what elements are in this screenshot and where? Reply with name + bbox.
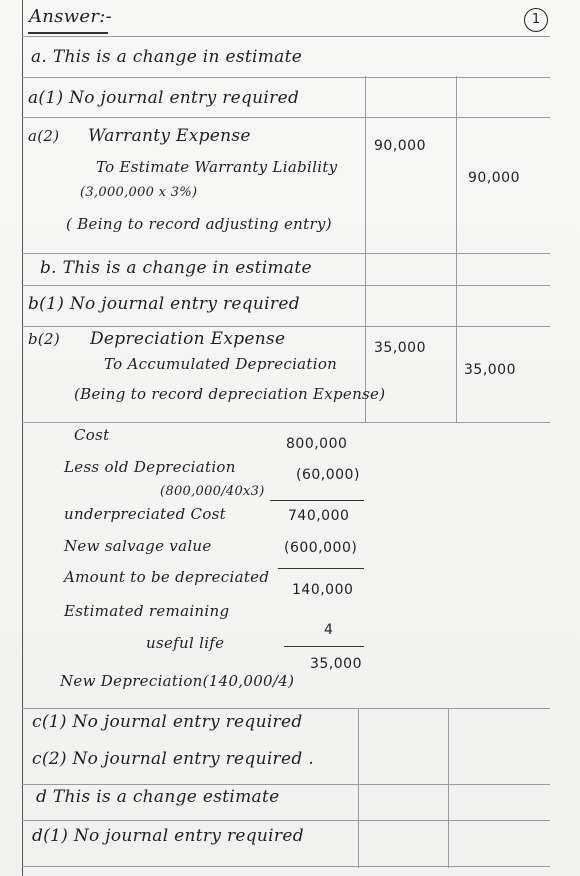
new-salvage-value: (600,000) xyxy=(284,540,358,556)
journal-column-divider xyxy=(456,76,457,422)
ruled-line xyxy=(22,820,550,821)
new-salvage-label: New salvage value xyxy=(64,537,212,555)
part-c1-line: c(1) No journal entry required xyxy=(32,712,303,732)
subtotal-rule xyxy=(270,500,364,501)
journal-column-divider xyxy=(358,708,359,868)
ruled-line xyxy=(22,422,550,423)
ruled-line xyxy=(22,708,550,709)
less-old-depreciation-sub: (800,000/40x3) xyxy=(160,484,265,499)
less-old-depreciation-label: Less old Depreciation xyxy=(64,458,236,476)
cost-label: Cost xyxy=(74,426,110,444)
warranty-narration: ( Being to record adjusting entry) xyxy=(66,215,332,233)
accumulated-depreciation-credit: To Accumulated Depreciation xyxy=(104,355,338,373)
depreciation-expense-debit: Depreciation Expense xyxy=(90,329,286,349)
page-number-badge: 1 xyxy=(524,8,548,32)
page-margin-line xyxy=(22,0,23,876)
warranty-credit-amount: 90,000 xyxy=(468,170,520,186)
part-b2-label: b(2) xyxy=(28,330,61,348)
ruled-line xyxy=(22,285,550,286)
warranty-expense-debit: Warranty Expense xyxy=(88,126,251,146)
journal-column-divider xyxy=(365,76,366,422)
part-b-statement: b. This is a change in estimate xyxy=(40,258,312,278)
ruled-line xyxy=(22,77,550,78)
part-a-statement: a. This is a change in estimate xyxy=(31,47,303,67)
remaining-life-sub: useful life xyxy=(146,634,225,652)
ruled-line xyxy=(22,253,550,254)
remaining-life-label: Estimated remaining xyxy=(64,602,230,620)
part-d1-line: d(1) No journal entry required xyxy=(32,826,304,846)
underpreciated-cost-value: 740,000 xyxy=(288,508,350,524)
cost-value: 800,000 xyxy=(286,436,348,452)
amount-depreciated-value: 140,000 xyxy=(292,582,354,598)
subtotal-rule xyxy=(278,568,364,569)
warranty-debit-amount: 90,000 xyxy=(374,138,426,154)
ruled-line xyxy=(22,866,550,867)
answer-heading: Answer:- xyxy=(29,6,113,27)
ruled-line xyxy=(22,36,550,37)
part-b1-line: b(1) No journal entry required xyxy=(28,294,300,314)
amount-depreciated-label: Amount to be depreciated xyxy=(64,568,270,586)
part-a2-label: a(2) xyxy=(28,127,60,145)
depreciation-debit-amount: 35,000 xyxy=(374,340,426,356)
depreciation-credit-amount: 35,000 xyxy=(464,362,516,378)
journal-column-divider xyxy=(448,708,449,868)
part-c2-line: c(2) No journal entry required . xyxy=(32,749,314,769)
part-d-statement: d This is a change estimate xyxy=(36,787,280,807)
ruled-line xyxy=(22,784,550,785)
less-old-depreciation-value: (60,000) xyxy=(296,467,360,483)
ruled-line xyxy=(22,117,550,118)
subtotal-rule xyxy=(284,646,364,647)
ruled-line xyxy=(22,326,550,327)
underpreciated-cost-label: underpreciated Cost xyxy=(64,505,226,523)
depreciation-narration: (Being to record depreciation Expense) xyxy=(74,385,386,403)
warranty-calculation: (3,000,000 x 3%) xyxy=(80,185,198,200)
heading-underline xyxy=(28,32,108,34)
part-a1-line: a(1) No journal entry required xyxy=(28,88,300,108)
remaining-life-value: 4 xyxy=(324,622,334,638)
warranty-liability-credit: To Estimate Warranty Liability xyxy=(96,158,338,176)
new-depreciation-value: 35,000 xyxy=(310,656,362,672)
new-depreciation-label: New Depreciation(140,000/4) xyxy=(60,672,295,690)
